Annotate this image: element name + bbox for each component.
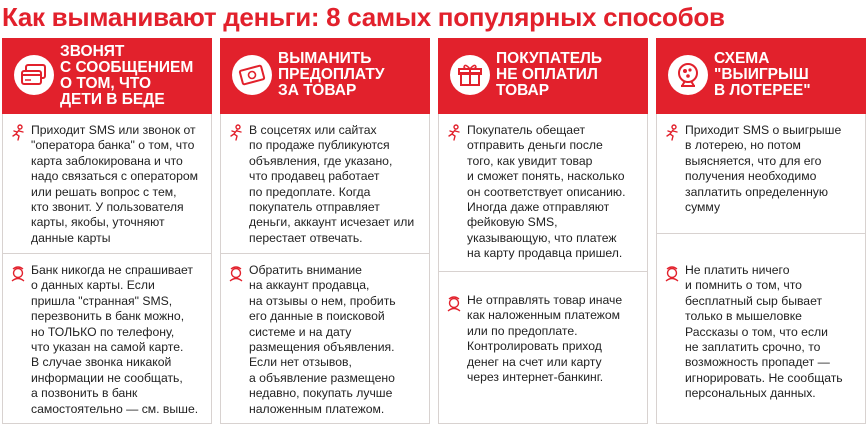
gift-icon [450, 55, 490, 95]
running-thief-icon [9, 124, 27, 142]
divider [221, 253, 429, 254]
running-thief-icon [663, 124, 681, 142]
scheme-text: Приходит SMS о выигрыше в лотерею, но потом выясняется, что для его получения необходимо заплатить определенную сумму [685, 123, 842, 215]
divider [657, 233, 865, 234]
running-thief-icon [227, 124, 245, 142]
card-heading: СХЕМА "ВЫИГРЫШ В ЛОТЕРЕЕ" [714, 50, 811, 99]
divider [3, 253, 211, 254]
policeman-icon [227, 264, 245, 282]
card-heading: ЗВОНЯТ С СООБЩЕНИЕМ О ТОМ, ЧТО ДЕТИ В БЕДЕ [60, 43, 194, 108]
card-heading: ВЫМАНИТЬ ПРЕДОПЛАТУ ЗА ТОВАР [278, 50, 385, 99]
scheme-card-bank-call [2, 38, 212, 424]
running-thief-icon [445, 124, 463, 142]
advice-text: Не платить ничего и помнить о том, что бесплатный сыр бывает только в мышеловке Рассказы о том, что если не заплатить срочно, то возможность пропадет — игнорировать. Не сообщать персональных данных. [685, 263, 843, 401]
lottery-drum-icon [668, 55, 708, 95]
banknote-icon [232, 55, 272, 95]
scheme-card-prepayment [220, 38, 430, 424]
scheme-text: Приходит SMS или звонок от "оператора банка" о том, что карта заблокирована и что надо связаться с оператором или решать вопрос с тем, кто звонит. У пользователя карты, якобы, уточняют данные карты [31, 123, 199, 245]
scheme-text: В соцсетях или сайтах по продаже публикуются объявления, где указано, что продавец работает по предоплате. Когда покупатель отправляет деньги, аккаунт исчезает или перестает отвечать. [249, 123, 415, 245]
advice-text: Не отправлять товар иначе как наложенным платежом или по предоплате. Контролировать приход денег на счет или карту через интернет-банкинг. [467, 293, 623, 385]
credit-card-icon [14, 55, 54, 95]
advice-text: Банк никогда не спрашивает о данных карты. Если пришла "странная" SMS, перезвонить в банк можно, но ТОЛЬКО по телефону, что указан на самой карте. В случае звонка никакой информации не сообщать, а позвонить в банк самостоятельно — см. выше. [31, 263, 199, 416]
card-header [656, 38, 866, 114]
divider [439, 271, 647, 272]
card-header [220, 38, 430, 114]
scheme-card-lottery [656, 38, 866, 424]
page-title: Как выманивают деньги: 8 самых популярных способов [2, 2, 725, 32]
policeman-icon [663, 264, 681, 282]
card-header [438, 38, 648, 114]
scheme-card-buyer-not-paid [438, 38, 648, 424]
card-header [2, 38, 212, 114]
policeman-icon [445, 294, 463, 312]
policeman-icon [9, 264, 27, 282]
scheme-text: Покупатель обещает отправить деньги после того, как увидит товар и сможет понять, насколько он соответствует описанию. Иногда даже отправляют фейковую SMS, указывающую, что платеж на карту продавца пришел. [467, 123, 626, 261]
card-heading: ПОКУПАТЕЛЬ НЕ ОПЛАТИЛ ТОВАР [496, 50, 603, 99]
advice-text: Обратить внимание на аккаунт продавца, на отзывы о нем, пробить его данные в поисковой системе и на дату размещения объявления. Если нет отзывов, а объявление размещено недавно, покупать лучше наложенным платежом. [249, 263, 396, 416]
